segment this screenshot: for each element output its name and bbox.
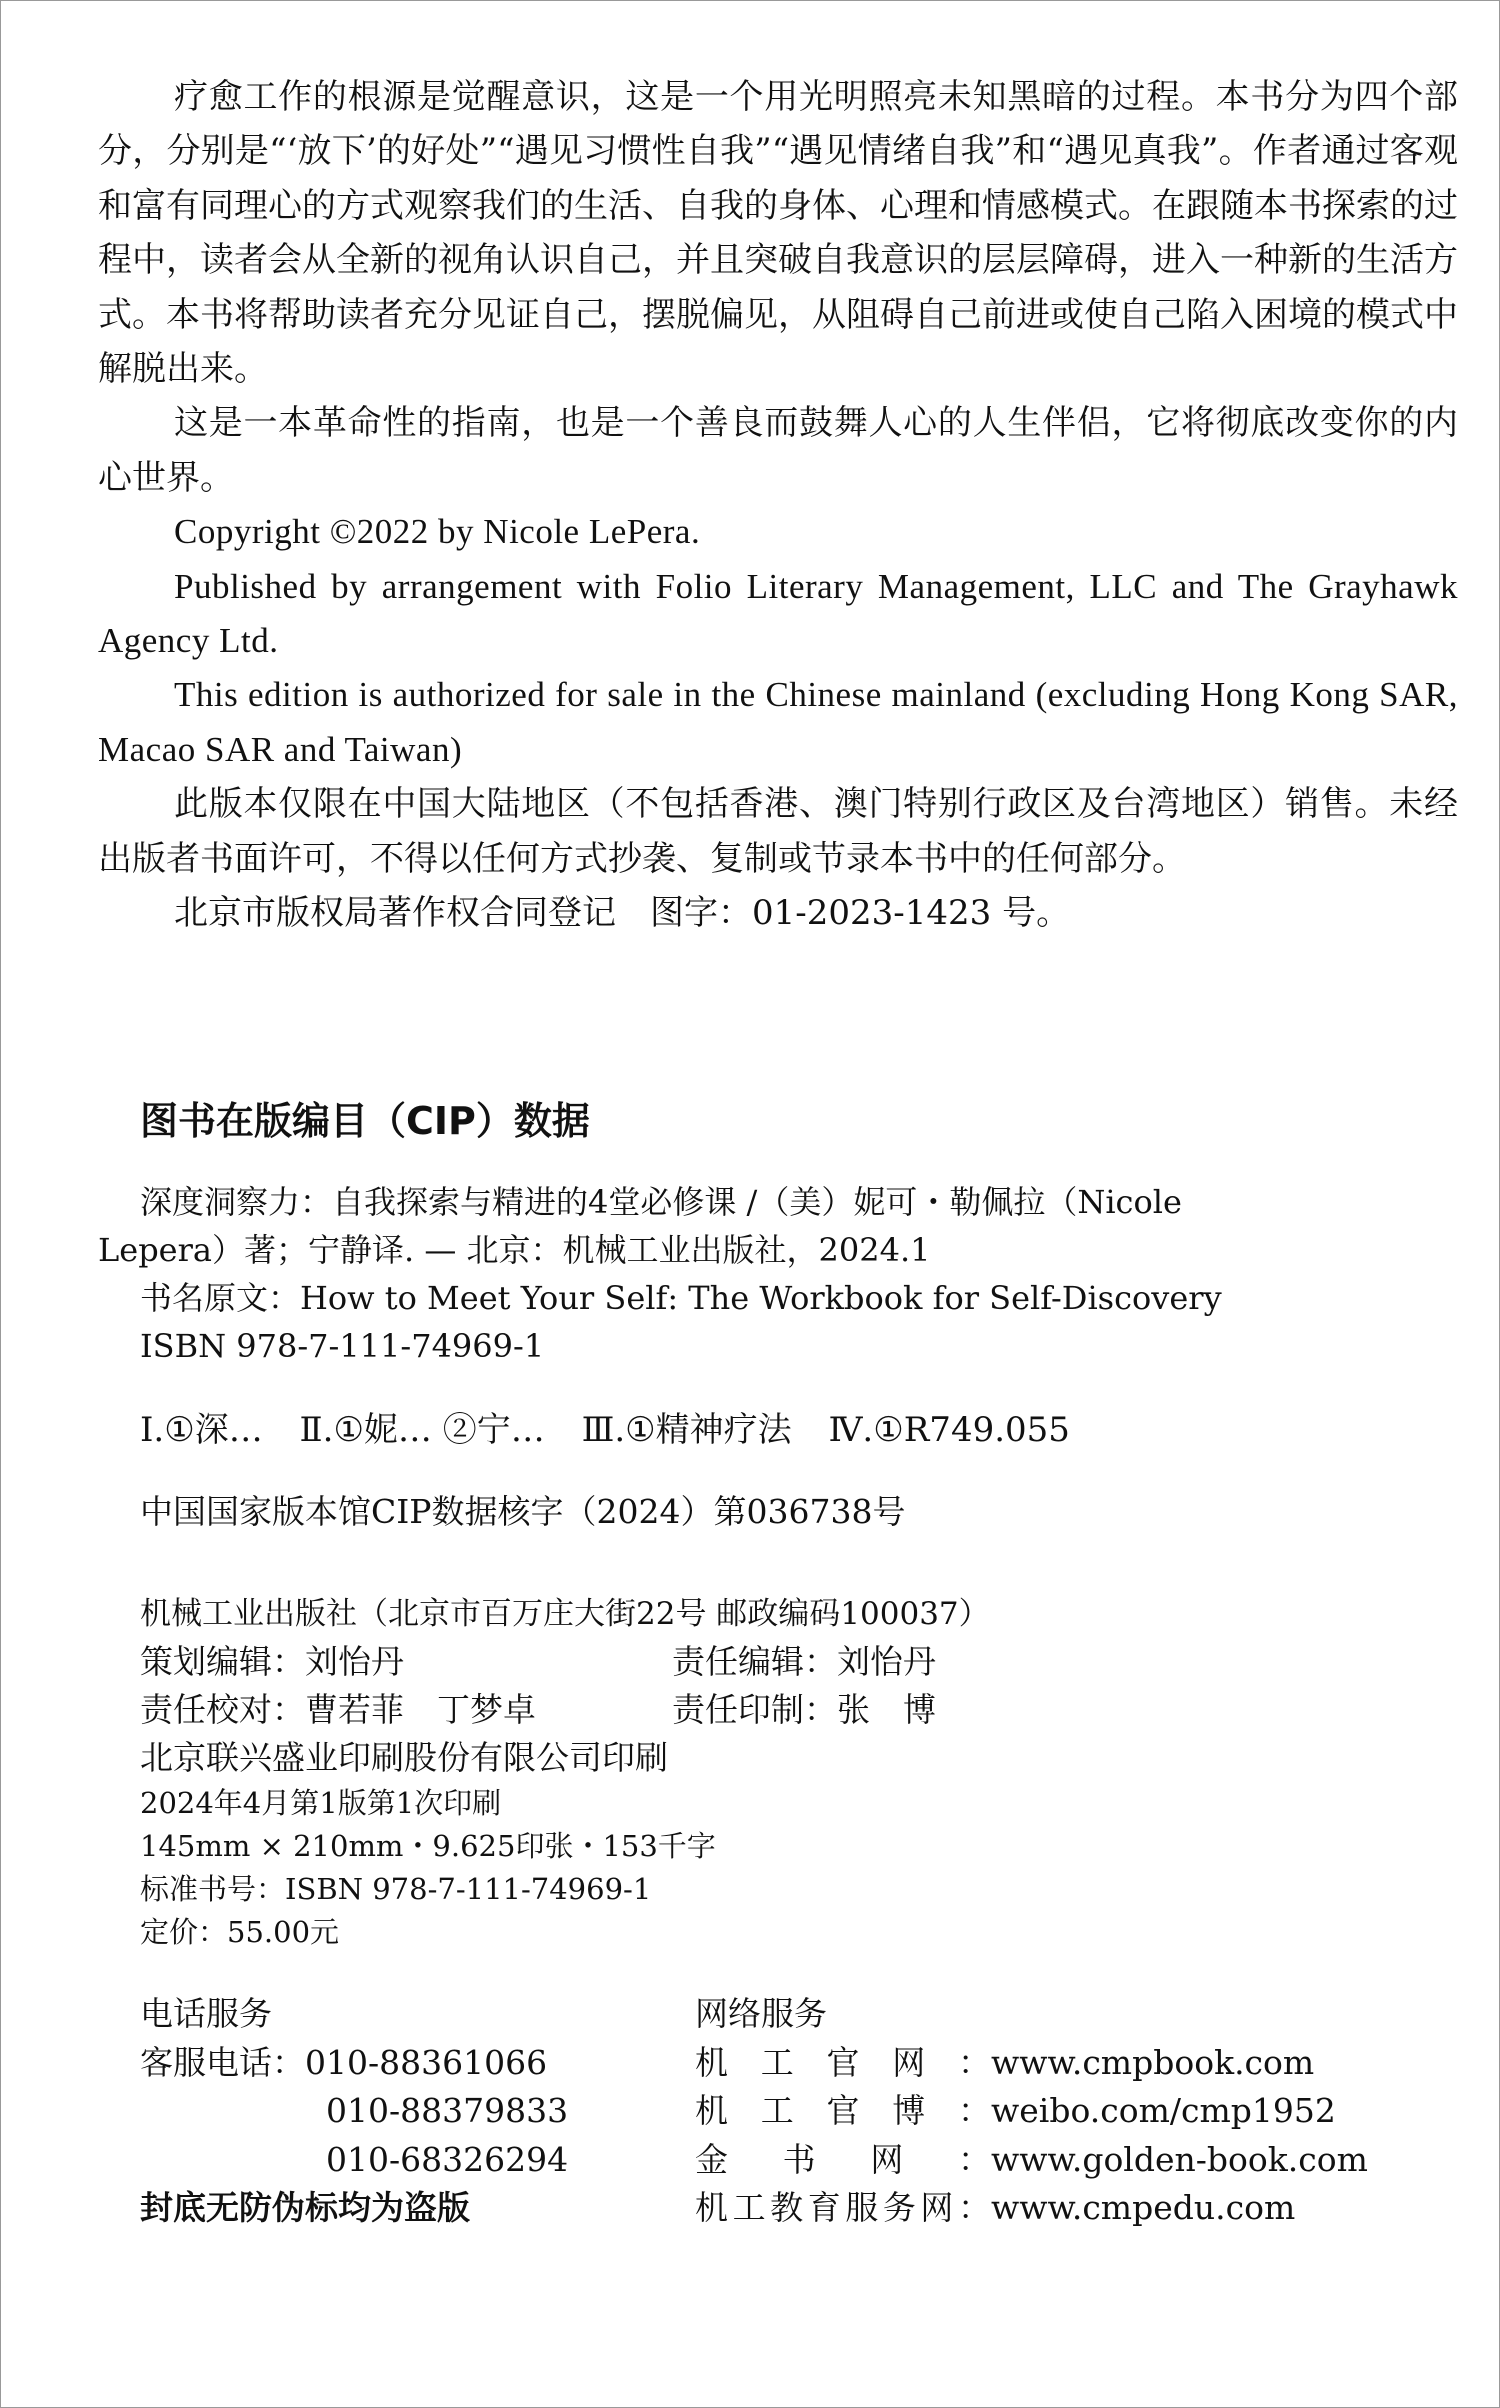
standard-isbn: 标准书号：ISBN 978-7-111-74969-1 [140,1872,652,1906]
web-url[interactable]: www.cmpedu.com [991,2188,1296,2227]
service-section [140,1990,1440,2250]
proof-row [140,1686,1440,1734]
cip-title-line-2: Lepera）著；宁静译. — 北京：机械工业出版社，2024.1 [98,1231,931,1269]
web-row [695,2184,1368,2233]
classification-item: Ⅲ.①精神疗法 [581,1410,792,1450]
cip-isbn: ISBN 978-7-111-74969-1 [140,1327,545,1365]
classification-item: Ⅱ.①妮… ②宁… [299,1410,545,1450]
intro-section [98,70,1458,941]
web-label: 机工官博： [695,2091,991,2130]
proofreaders: 责任校对：曹若菲 丁梦卓 [140,1690,536,1729]
intro-paragraph-1: 疗愈工作的根源是觉醒意识，这是一个用光明照亮未知黑暗的过程。本书分为四个部分，分别是“‘放下’的好处”“遇见习惯性自我”“遇见情绪自我”和“遇见真我”。作者通过客观和富有同理心的方式观察我们的生活、自我的身体、心理和情感模式。在跟随本书探索的过程中，读者会从全新的视角认识自己，并且突破自我意识的层层障碍，进入一种新的生活方式。本书将帮助读者充分见证自己，摆脱偏见，从阻碍自己前进或使自己陷入困境的模式中解脱出来。 [98,77,1458,390]
web-row [695,2039,1368,2088]
classification-item: Ⅰ.①深… [140,1410,263,1450]
responsible-editor: 责任编辑：刘怡丹 [672,1642,936,1681]
cip-classification [140,1402,1096,1451]
copyright-line: Copyright ©2022 by Nicole LePera. [174,512,701,552]
phone-line-1: 客服电话：010-88361066 [140,2042,548,2082]
web-label: 金书网： [695,2139,991,2179]
web-row [695,2087,1368,2136]
cip-original-title: 书名原文：How to Meet Your Self: The Workbook for Self-Discovery [140,1279,1222,1317]
cip-heading: 图书在版编目（CIP）数据 [140,1099,590,1143]
arrangement-line: Published by arrangement with Folio Literary Management, LLC and The Grayhawk Agency Ltd. [98,566,1458,661]
intro-paragraph-2: 这是一本革命性的指南，也是一个善良而鼓舞人心的人生伴侣，它将彻底改变你的内心世界。 [98,403,1458,498]
phone-service [140,1990,568,2233]
edition-info: 2024年4月第1版第1次印刷 [140,1786,502,1820]
web-url[interactable]: weibo.com/cmp1952 [991,2091,1336,2130]
classification-item: Ⅳ.①R749.055 [828,1410,1070,1450]
planning-editor: 策划编辑：刘怡丹 [140,1642,404,1681]
copyright-registration: 北京市版权局著作权合同登记 图字：01-2023-1423 号。 [174,893,1071,934]
editor-row [140,1638,1440,1686]
cip-record [98,1178,1398,1370]
web-label: 机工教育服务网： [695,2188,991,2227]
format-info: 145mm × 210mm・9.625印张・153千字 [140,1829,716,1863]
cip-title-line-1: 深度洞察力：自我探索与精进的4堂必修课 /（美）妮可・勒佩拉（Nicole [140,1183,1182,1221]
web-url[interactable]: www.golden-book.com [991,2139,1368,2179]
printer: 北京联兴盛业印刷股份有限公司印刷 [140,1738,668,1777]
web-service [695,1990,1368,2233]
phone-heading: 电话服务 [140,1994,272,2033]
cn-sale-notice: 此版本仅限在中国大陆地区（不包括香港、澳门特别行政区及台湾地区）销售。未经出版者书面许可，不得以任何方式抄袭、复制或节录本书中的任何部分。 [98,784,1458,879]
web-row [695,2136,1368,2185]
web-url[interactable]: www.cmpbook.com [991,2042,1315,2082]
phone-line-2: 010-88379833 [326,2091,569,2130]
edition-authorization-line: This edition is authorized for sale in the Chinese mainland (excluding Hong Kong SAR, Macao SAR and Taiwan) [98,675,1458,769]
cip-verification: 中国国家版本馆CIP数据核字（2024）第036738号 [140,1492,906,1531]
phone-line-3: 010-68326294 [326,2139,569,2179]
web-heading: 网络服务 [695,1994,827,2033]
price: 定价：55.00元 [140,1915,340,1949]
publisher-info [140,1590,1440,1954]
web-label: 机工官网： [695,2042,991,2082]
anti-piracy-notice: 封底无防伪标均为盗版 [140,2188,470,2227]
publisher-address: 机械工业出版社（北京市百万庄大街22号 邮政编码100037） [140,1596,990,1632]
print-supervisor: 责任印制：张 博 [672,1690,936,1729]
